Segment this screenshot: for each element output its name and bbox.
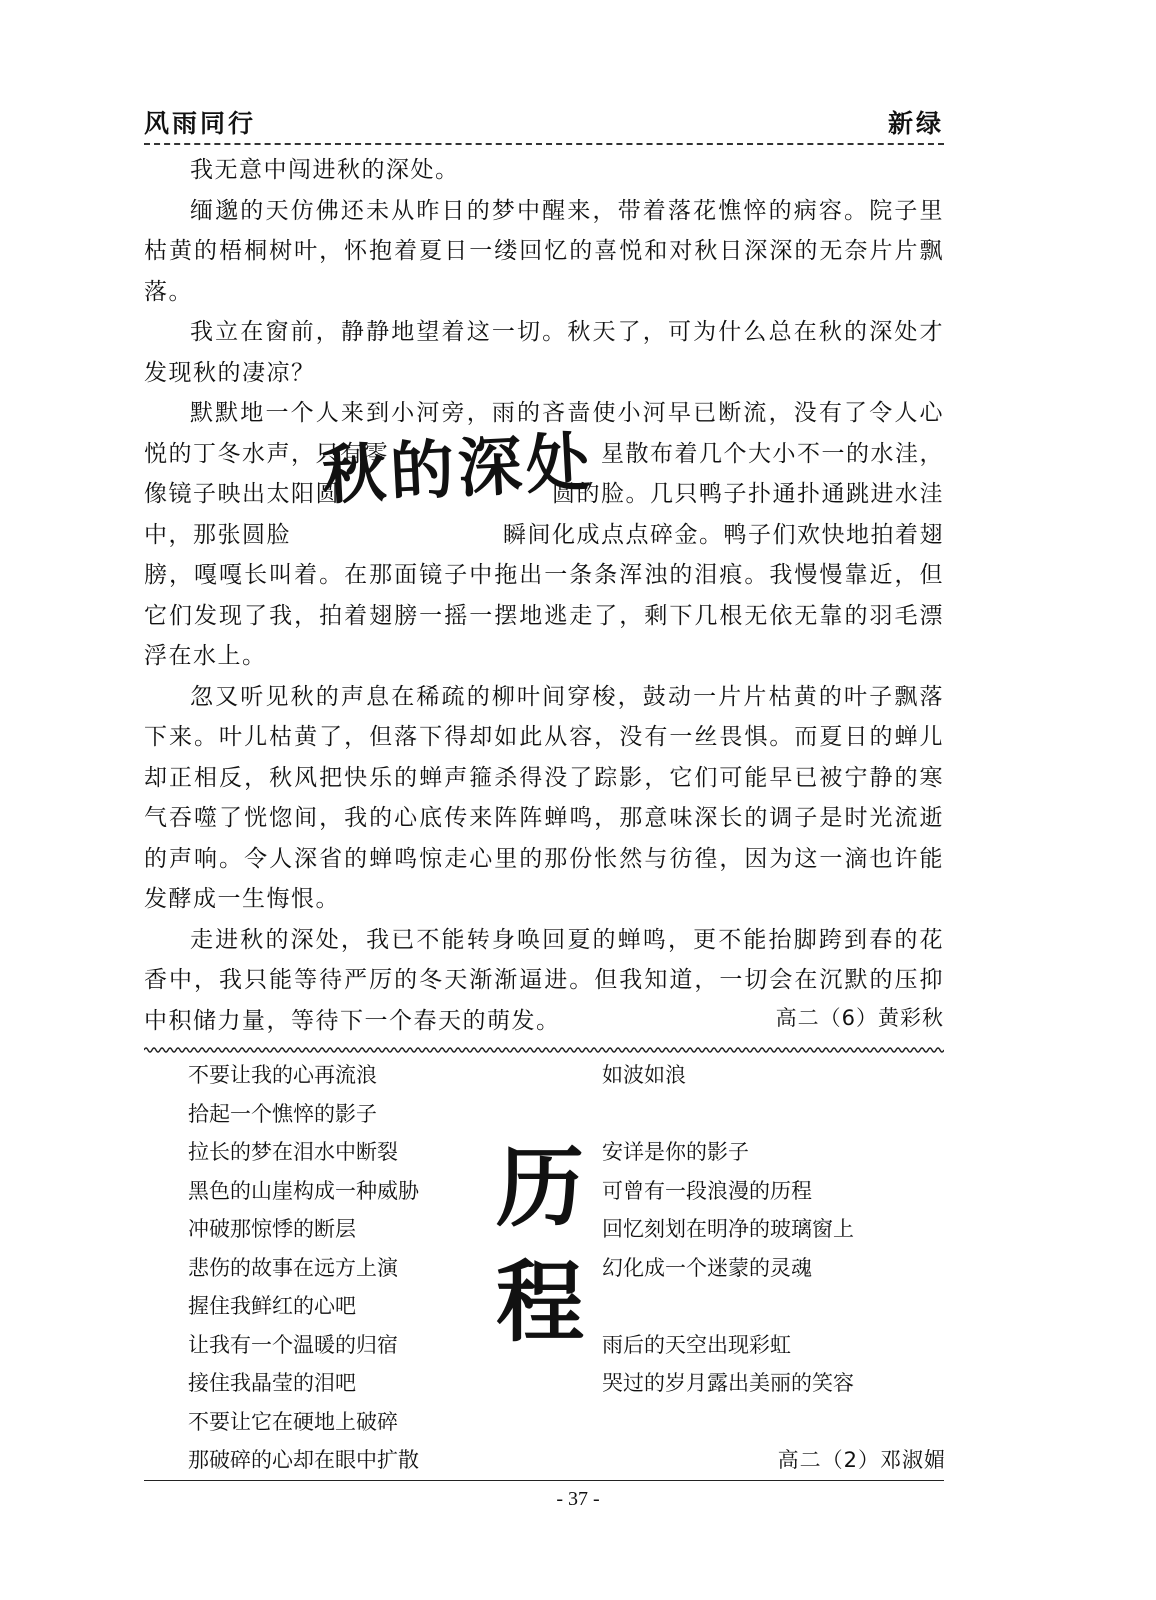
poem-line: 黑色的山崖构成一种威胁 (188, 1178, 419, 1203)
poem-line: 拾起一个憔悴的影子 (188, 1101, 377, 1126)
page-number: - 37 - (556, 1488, 600, 1510)
poem-line: 不要让它在硬地上破碎 (188, 1409, 398, 1434)
stanza-break (602, 1287, 854, 1326)
poem-line: 如波如浪 (602, 1063, 686, 1087)
essay-paragraph: 走进秋的深处，我已不能转身唤回夏的蝉鸣，更不能抬脚跨到春的花香中，我只能等待严厉的冬天渐渐逼进。但我知道，一切会在沉默的压抑中积储力量，等待下一个春天的萌发。 (144, 926, 944, 1034)
poem-author: 高二（2）邓淑媚 (777, 1448, 946, 1472)
essay-paragraph: 我立在窗前，静静地望着这一切。秋天了，可为什么总在秋的深处才发现秋的凄凉？ (144, 319, 944, 386)
poem-left-column (188, 1056, 419, 1480)
poem-line: 那破碎的心却在眼中扩散 (188, 1448, 419, 1472)
poem-line: 握住我鲜红的心吧 (188, 1294, 356, 1318)
poem-line: 不要让我的心再流浪 (188, 1063, 377, 1087)
poem-line: 哭过的岁月露出美丽的笑容 (602, 1371, 854, 1395)
poem-line: 雨后的天空出现彩虹 (602, 1332, 791, 1357)
header-divider (144, 143, 944, 145)
poem-right-column (602, 1056, 854, 1403)
magazine-name: 新绿 (887, 109, 944, 138)
stanza-break (602, 1095, 854, 1134)
poem-line: 幻化成一个迷蒙的灵魂 (602, 1255, 812, 1280)
poem-line: 冲破那惊悸的断层 (188, 1217, 356, 1241)
section-divider (144, 1046, 944, 1054)
page-header (144, 104, 944, 144)
poem-line: 悲伤的故事在远方上演 (188, 1255, 398, 1280)
essay-paragraph: 我无意中闯进秋的深处。 (190, 157, 460, 183)
poem-line: 让我有一个温暖的归宿 (188, 1332, 398, 1357)
poem-line: 回忆刻划在明净的玻璃窗上 (602, 1217, 854, 1241)
column-name: 风雨同行 (144, 109, 257, 138)
poem-line: 安详是你的影子 (602, 1140, 749, 1164)
essay-body (144, 150, 944, 1041)
essay-paragraph: 忽又听见秋的声息在稀疏的柳叶间穿梭，鼓动一片片枯黄的叶子飘落下来。叶儿枯黄了，但落下得却如此从容，没有一丝畏惧。而夏日的蝉儿却正相反，秋风把快乐的蝉声箍杀得没了踪影，它们可能早已被宁静的寒气吞噬了恍惚间，我的心底传来阵阵蝉鸣，那意味深长的调子是时光流逝的声响。令人深省的蝉鸣惊走心里的那份怅然与彷徨，因为这一滴也许能发酵成一生悔恨。 (144, 683, 944, 912)
essay-title: 秋的深处 (320, 424, 596, 515)
poem-line: 接住我晶莹的泪吧 (188, 1371, 356, 1395)
essay-author: 高二（6）黄彩秋 (775, 1006, 944, 1030)
essay-paragraph-text: 默默地一个人来到小河旁，雨的吝啬使小河早已断流，没有了令人心悦的丁冬水声，只有零 星散布着几个大小不一的水洼，像镜子映出太阳圆 圆的脸。几只鸭子扑通扑通跳进水洼中，那张圆脸 瞬间化成点点碎金。鸭子们欢快地拍着翅膀，嘎嘎长叫着。在那面镜子中拖出一条条浑浊的泪痕。我慢慢靠近，但它们发现了我，拍着翅膀一摇一摆地逃走了，剩下几根无依无靠的羽毛漂浮在水上。 (144, 400, 944, 669)
poem-title: 历程 (495, 1136, 584, 1354)
poem-line: 可曾有一段浪漫的历程 (602, 1178, 812, 1203)
essay-paragraph: 缅邈的天仿佛还未从昨日的梦中醒来，带着落花憔悴的病容。院子里枯黄的梧桐树叶，怀抱着夏日一缕回忆的喜悦和对秋日深深的无奈片片飘落。 (144, 197, 944, 305)
footer-rule (144, 1480, 944, 1481)
poem-line: 拉长的梦在泪水中断裂 (188, 1140, 398, 1164)
